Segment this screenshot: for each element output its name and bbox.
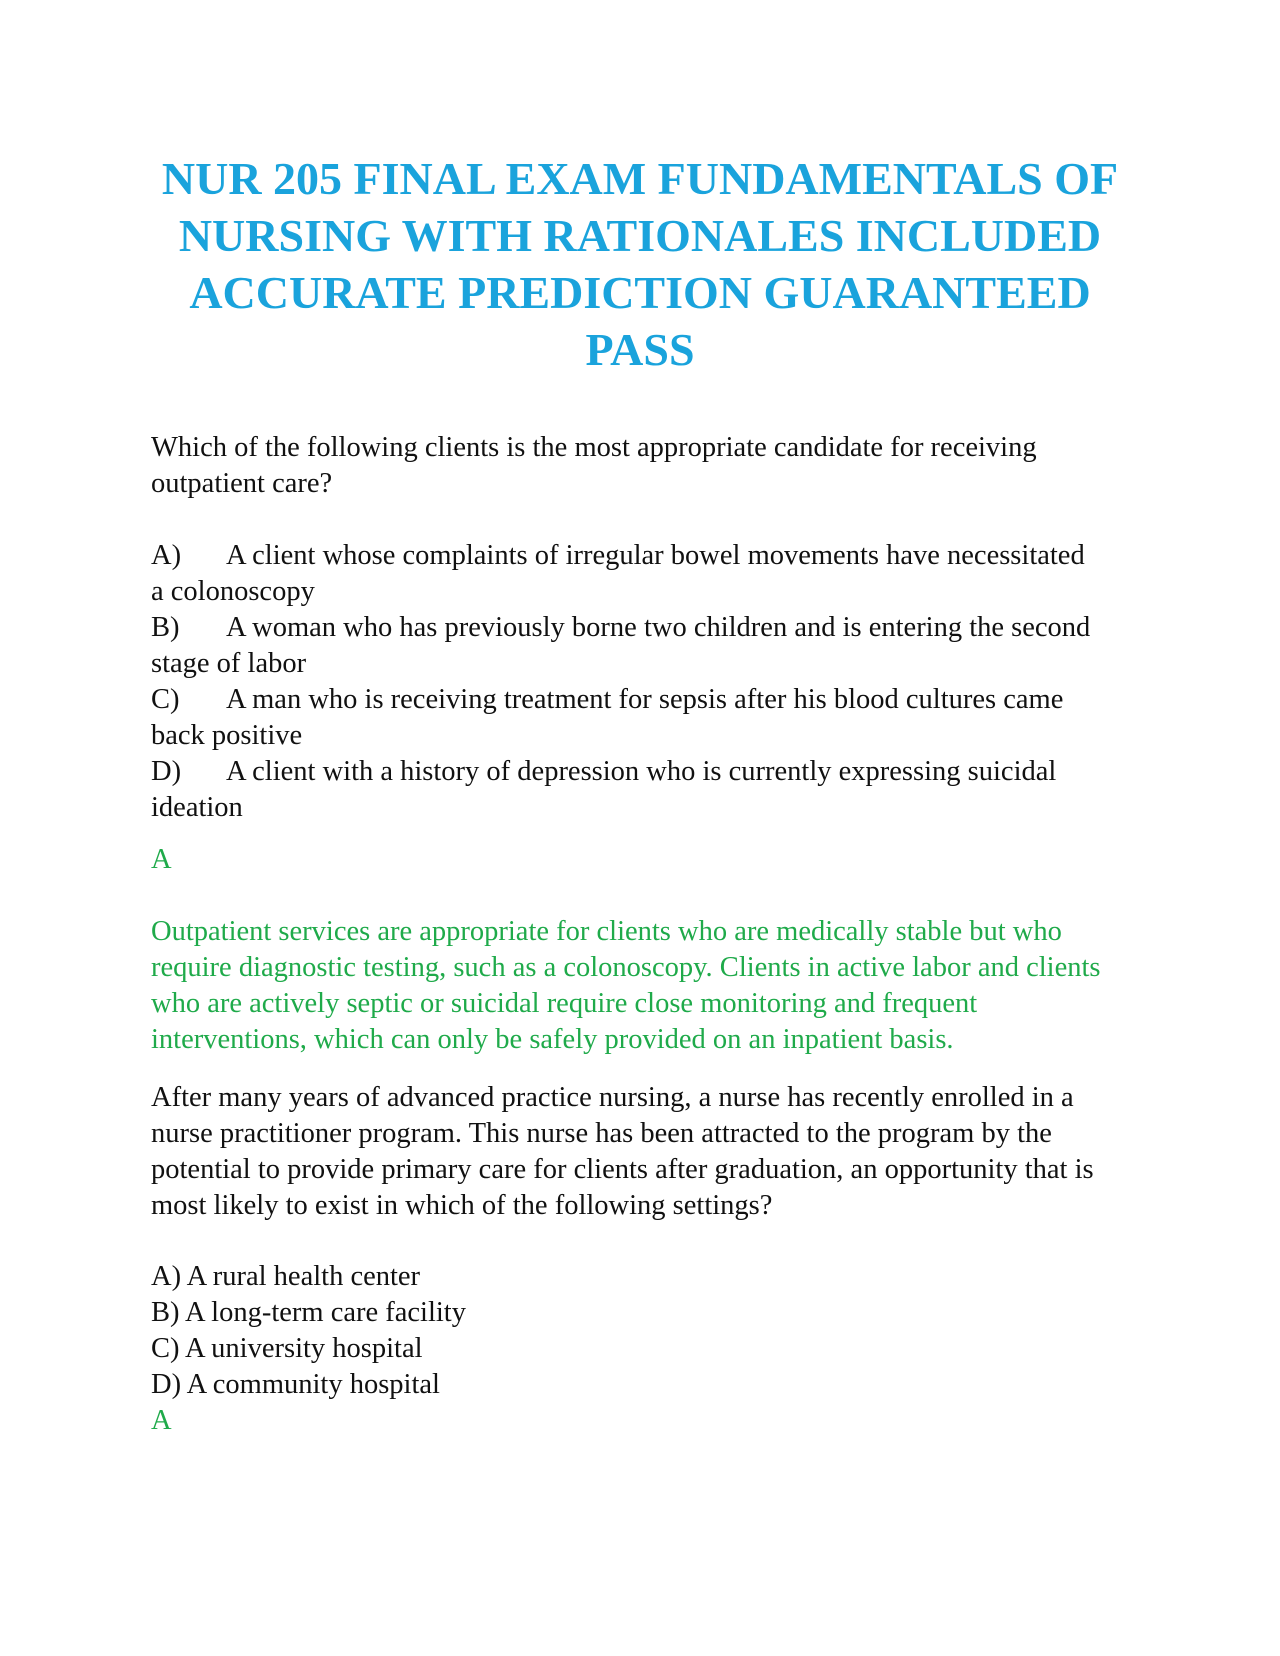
- title-line: NUR 205 FINAL EXAM FUNDAMENTALS OF: [161, 153, 1119, 204]
- question-1-options: [151, 538, 1136, 826]
- option-c: C) A university hospital: [151, 1333, 423, 1364]
- question-2-options: [151, 1259, 1136, 1403]
- stem-line: nurse practitioner program. This nurse has been attracted to the program by the: [151, 1118, 1052, 1149]
- option-text: A client whose complaints of irregular bowel movements have necessitated: [226, 540, 1085, 571]
- option-d: D) A community hospital: [151, 1369, 440, 1400]
- question-2-stem: [151, 1080, 1136, 1224]
- option-text: A woman who has previously borne two children and is entering the second: [226, 612, 1091, 643]
- option-letter: C): [151, 684, 180, 715]
- question-2-answer: A: [151, 1405, 172, 1436]
- option-letter: B): [151, 612, 180, 643]
- option-a: A) A rural health center: [151, 1261, 421, 1292]
- document-title: [140, 150, 1140, 378]
- option-text-cont: stage of labor: [151, 648, 307, 679]
- stem-line: outpatient care?: [151, 468, 333, 499]
- rationale-line: interventions, which can only be safely provided on an inpatient basis.: [151, 1024, 954, 1055]
- rationale-line: Outpatient services are appropriate for clients who are medically stable but who: [151, 916, 1062, 947]
- question-1-stem: [151, 430, 1136, 502]
- title-line: ACCURATE PREDICTION GUARANTEED: [189, 267, 1091, 318]
- question-1-rationale: [151, 914, 1136, 1058]
- stem-line: After many years of advanced practice nursing, a nurse has recently enrolled in a: [151, 1082, 1074, 1113]
- rationale-line: require diagnostic testing, such as a colonoscopy. Clients in active labor and clients: [151, 952, 1101, 983]
- option-b: [151, 610, 1136, 646]
- title-line: PASS: [585, 324, 695, 375]
- option-text-cont: a colonoscopy: [151, 576, 315, 607]
- option-letter: A): [151, 540, 182, 571]
- stem-line: Which of the following clients is the most appropriate candidate for receiving: [151, 432, 1037, 463]
- option-a: [151, 538, 1136, 574]
- question-1-answer: A: [151, 844, 172, 875]
- option-text-cont: ideation: [151, 792, 243, 823]
- option-text: A man who is receiving treatment for sepsis after his blood cultures came: [226, 684, 1064, 715]
- option-c: [151, 682, 1136, 718]
- title-line: NURSING WITH RATIONALES INCLUDED: [178, 210, 1102, 261]
- option-b: B) A long-term care facility: [151, 1297, 466, 1328]
- rationale-line: who are actively septic or suicidal require close monitoring and frequent: [151, 988, 978, 1019]
- option-text: A client with a history of depression who is currently expressing suicidal: [226, 756, 1057, 787]
- stem-line: potential to provide primary care for clients after graduation, an opportunity that is: [151, 1154, 1094, 1185]
- option-text-cont: back positive: [151, 720, 303, 751]
- option-letter: D): [151, 756, 182, 787]
- stem-line: most likely to exist in which of the following settings?: [151, 1190, 773, 1221]
- option-d: [151, 754, 1136, 790]
